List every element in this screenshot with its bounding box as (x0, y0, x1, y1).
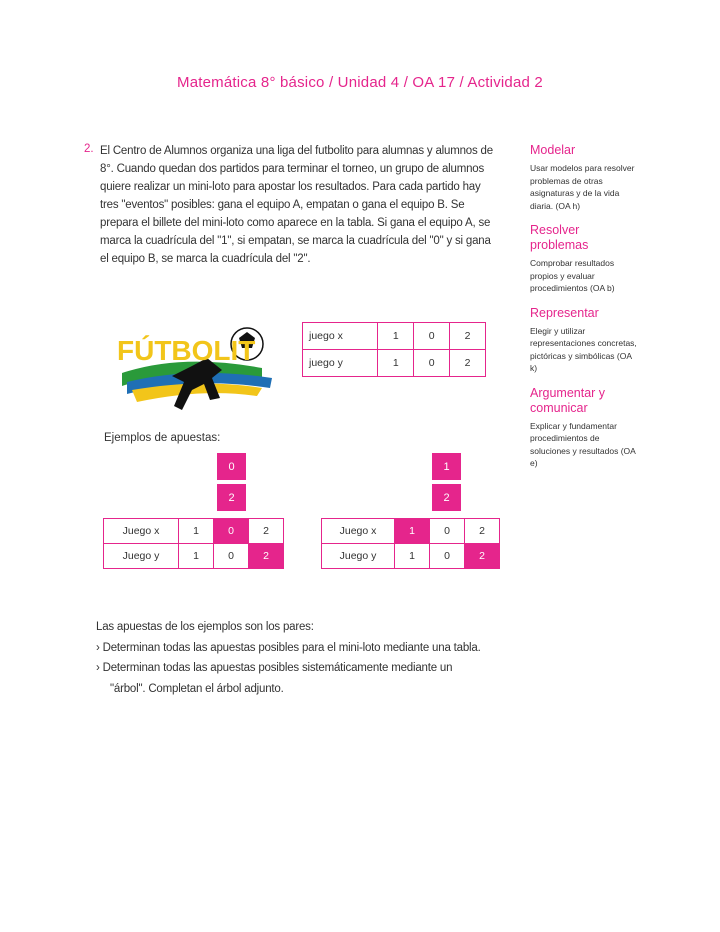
example1-stack-top: 0 (217, 453, 246, 480)
table-row (303, 350, 486, 377)
bullet-item (96, 658, 516, 679)
table-cell: 0 (430, 519, 465, 544)
table-cell[interactable]: 1 (378, 350, 414, 377)
logo-text: FÚTBOLIT (117, 335, 256, 366)
sidebar-section-representar (530, 306, 640, 375)
bullet-item (96, 638, 516, 659)
bullet-marker-icon: › (96, 662, 103, 674)
sidebar-text: Comprobar resultados propios y evaluar procedimientos (OA b) (530, 258, 615, 293)
sidebar-title: Resolver problemas (530, 223, 589, 252)
row-label: juego x (303, 323, 378, 350)
bottom-intro: Las apuestas de los ejemplos son los pares: (96, 621, 314, 633)
row-label: juego y (303, 350, 378, 377)
futbolito-logo (112, 318, 292, 418)
sidebar-text: Explicar y fundamentar procedimientos de soluciones y resultados (OA e) (530, 420, 636, 468)
table-cell: 0 (214, 544, 249, 569)
sidebar-section-modelar (530, 143, 640, 212)
table-row (104, 519, 284, 544)
table-cell[interactable]: 0 (414, 350, 450, 377)
futbolito-logo-graphic (112, 318, 292, 418)
table-cell: 2 (249, 519, 284, 544)
row-label: Juego x (322, 519, 395, 544)
row-label: Juego x (104, 519, 179, 544)
page-header: Matemática 8° básico / Unidad 4 / OA 17 / Actividad 2 (177, 74, 543, 91)
table-cell-marked: 2 (465, 544, 500, 569)
table-cell: 1 (179, 544, 214, 569)
example2-table (321, 518, 500, 569)
bullet-text: Determinan todas las apuestas posibles sistemáticamente mediante un (102, 662, 453, 674)
table-row (322, 544, 500, 569)
table-cell[interactable]: 1 (378, 323, 414, 350)
question-text: El Centro de Alumnos organiza una liga del futbolito para alumnas y alumnos de 8°. Cuando quedan dos partidos para terminar el torneo, un grupo de alumnos quiere realizar un mini-loto para apostar los resultados. Para cada partido hay tres "eventos" posibles: gana el equipo A, empatan o gana el equipo B. Se prepara el billete del mini-loto como aparece en la tabla. Si gana el equipo A, se marca la cuadrícula del "1", si empatan, se marca la cuadrícula del "0" y si gana el equipo B, se marca la cuadrícula del "2". (100, 145, 493, 265)
sidebar-section-argumentar (530, 386, 640, 470)
sidebar-text: Elegir y utilizar representaciones concretas, pictóricas y simbólicas (OA k) (530, 325, 637, 373)
sidebar-title: Representar (530, 305, 599, 320)
table-cell: 1 (179, 519, 214, 544)
example1-table (103, 518, 284, 569)
example1-stack-bottom: 2 (217, 484, 246, 511)
bottom-instructions (96, 617, 516, 699)
bullet-continuation: "árbol". Completan el árbol adjunto. (110, 682, 284, 695)
bullet-text: Determinan todas las apuestas posibles para el mini-loto mediante una tabla. (102, 641, 481, 654)
bullet-marker-icon: › (96, 641, 103, 654)
question-number: 2. (84, 143, 94, 155)
sidebar (530, 143, 640, 470)
table-cell: 0 (430, 544, 465, 569)
table-cell[interactable]: 0 (414, 323, 450, 350)
example2-stack-top: 1 (432, 453, 461, 480)
table-row (322, 519, 500, 544)
row-label: Juego y (104, 544, 179, 569)
sidebar-title: Modelar (530, 143, 576, 157)
table-row (303, 323, 486, 350)
examples-label: Ejemplos de apuestas: (104, 432, 221, 444)
table-cell[interactable]: 2 (450, 323, 486, 350)
example2-stack-bottom: 2 (432, 484, 461, 511)
table-cell[interactable]: 2 (450, 350, 486, 377)
mini-loto-table (302, 322, 486, 377)
table-row (104, 544, 284, 569)
table-cell: 1 (395, 544, 430, 569)
row-label: Juego y (322, 544, 395, 569)
table-cell-marked: 1 (395, 519, 430, 544)
table-cell-marked: 0 (214, 519, 249, 544)
table-cell-marked: 2 (249, 544, 284, 569)
sidebar-section-resolver (530, 223, 640, 295)
table-cell: 2 (465, 519, 500, 544)
sidebar-title: Argumentar y comunicar (530, 385, 606, 415)
sidebar-text: Usar modelos para resolver problemas de otras asignaturas y de la vida diaria. (OA h) (530, 163, 635, 211)
